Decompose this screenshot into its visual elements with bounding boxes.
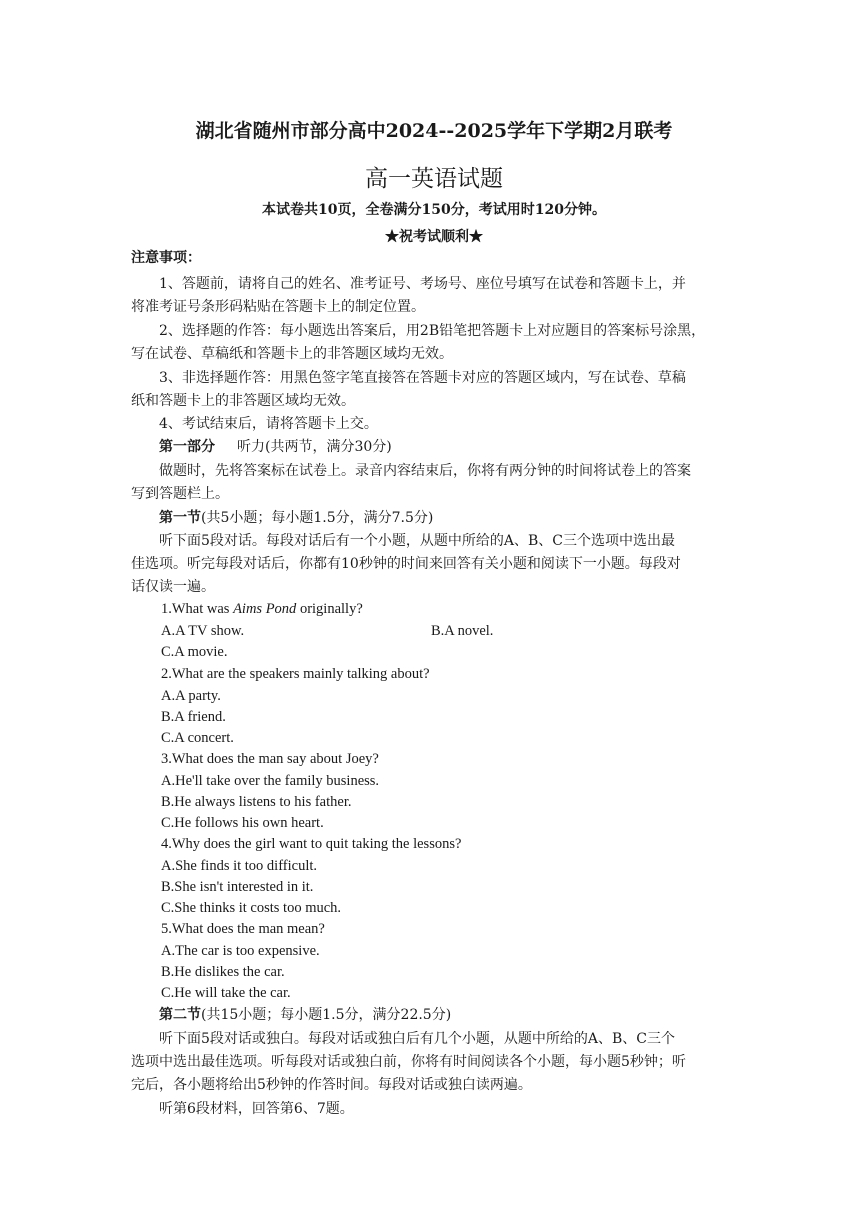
note-3-line-2: 纸和答题卡上的非答题区域均无效。 [131, 393, 355, 409]
question-2-option-b: B.A friend. [161, 709, 226, 725]
section2-intro-line-1: 听下面5段对话或独白。每段对话或独白后有几个小题，从题中所给的A、B、C三个 [159, 1031, 676, 1047]
note-3-line-1: 3、非选择题作答：用黑色签字笔直接答在答题卡对应的答题区域内，写在试卷、草稿 [159, 370, 686, 386]
question-4-stem: 4.Why does the girl want to quit taking the lessons? [161, 836, 462, 852]
question-2-option-c: C.A concert. [161, 730, 234, 746]
note-4: 4、考试结束后，请将答题卡上交。 [159, 416, 378, 432]
question-3-stem: 3.What does the man say about Joey? [161, 751, 379, 767]
question-3-option-a: A.He'll take over the family business. [161, 773, 380, 789]
question-1-option-b: B.A novel. [431, 623, 494, 639]
question-1-stem-italic: Aims Pond [233, 601, 297, 617]
exam-info-line: 本试卷共10页，全卷满分150分，考试用时120分钟。 [262, 202, 606, 218]
blessing-line: ★祝考试顺利★ [385, 229, 483, 245]
part1-intro-line-1: 做题时，先将答案标在试卷上。录音内容结束后，你将有两分钟的时间将试卷上的答案 [159, 463, 691, 479]
section2-material-6: 听第6段材料，回答第6、7题。 [159, 1101, 354, 1117]
note-2-line-2: 写在试卷、草稿纸和答题卡上的非答题区域均无效。 [131, 346, 453, 362]
question-2-stem: 2.What are the speakers mainly talking about? [161, 666, 430, 682]
question-4-option-c: C.She thinks it costs too much. [161, 900, 342, 916]
question-5-option-b: B.He dislikes the car. [161, 964, 285, 980]
section2-intro-line-3: 完后，各小题将给出5秒钟的作答时间。每段对话或独白读两遍。 [131, 1077, 532, 1093]
question-3-option-c: C.He follows his own heart. [161, 815, 324, 831]
exam-title: 湖北省随州市部分高中2024--2025学年下学期2月联考 [195, 120, 673, 142]
section2-intro-line-2: 选项中选出最佳选项。听每段对话或独白前，你将有时间阅读各个小题，每小题5秒钟；听 [131, 1054, 686, 1070]
section2-title: (共15小题；每小题1.5分，满分22.5分) [201, 1007, 452, 1023]
question-5-stem: 5.What does the man mean? [161, 921, 325, 937]
section2-label: 第二节 [159, 1007, 201, 1023]
question-2-option-a: A.A party. [161, 688, 221, 704]
note-1-line-1: 1、答题前，请将自己的姓名、准考证号、考场号、座位号填写在试卷和答题卡上，并 [159, 276, 686, 292]
notes-heading: 注意事项： [131, 250, 201, 266]
question-5-option-c: C.He will take the car. [161, 985, 291, 1001]
section1-intro-line-1: 听下面5段对话。每段对话后有一个小题，从题中所给的A、B、C三个选项中选出最 [159, 533, 676, 549]
section1-title: (共5小题；每小题1.5分，满分7.5分) [201, 510, 434, 526]
section1-intro-line-2: 佳选项。听完每段对话后，你都有10秒钟的时间来回答有关小题和阅读下一小题。每段对 [131, 556, 681, 572]
part1-title: 听力(共两节，满分30分) [237, 439, 392, 455]
question-1-stem-pre: 1.What was [161, 601, 234, 617]
section1-intro-line-3: 话仅读一遍。 [131, 579, 215, 595]
question-5-option-a: A.The car is too expensive. [161, 943, 320, 959]
section1-label: 第一节 [159, 510, 201, 526]
question-1-stem [161, 601, 363, 618]
question-1-stem-post: originally? [296, 601, 363, 617]
subject-title: 高一英语试题 [365, 166, 503, 192]
note-1-line-2: 将准考证号条形码粘贴在答题卡上的制定位置。 [131, 299, 425, 315]
part1-intro-line-2: 写到答题栏上。 [131, 486, 229, 502]
question-3-option-b: B.He always listens to his father. [161, 794, 352, 810]
section1-heading [159, 509, 433, 527]
part1-heading [159, 438, 392, 456]
section2-heading [159, 1006, 451, 1024]
question-1-option-c: C.A movie. [161, 644, 228, 660]
part1-label: 第一部分 [159, 439, 215, 455]
question-4-option-a: A.She finds it too difficult. [161, 858, 318, 874]
note-2-line-1: 2、选择题的作答：每小题选出答案后，用2B铅笔把答题卡上对应题目的答案标号涂黑， [159, 323, 706, 339]
question-4-option-b: B.She isn't interested in it. [161, 879, 314, 895]
question-1-option-a: A.A TV show. [161, 623, 245, 639]
